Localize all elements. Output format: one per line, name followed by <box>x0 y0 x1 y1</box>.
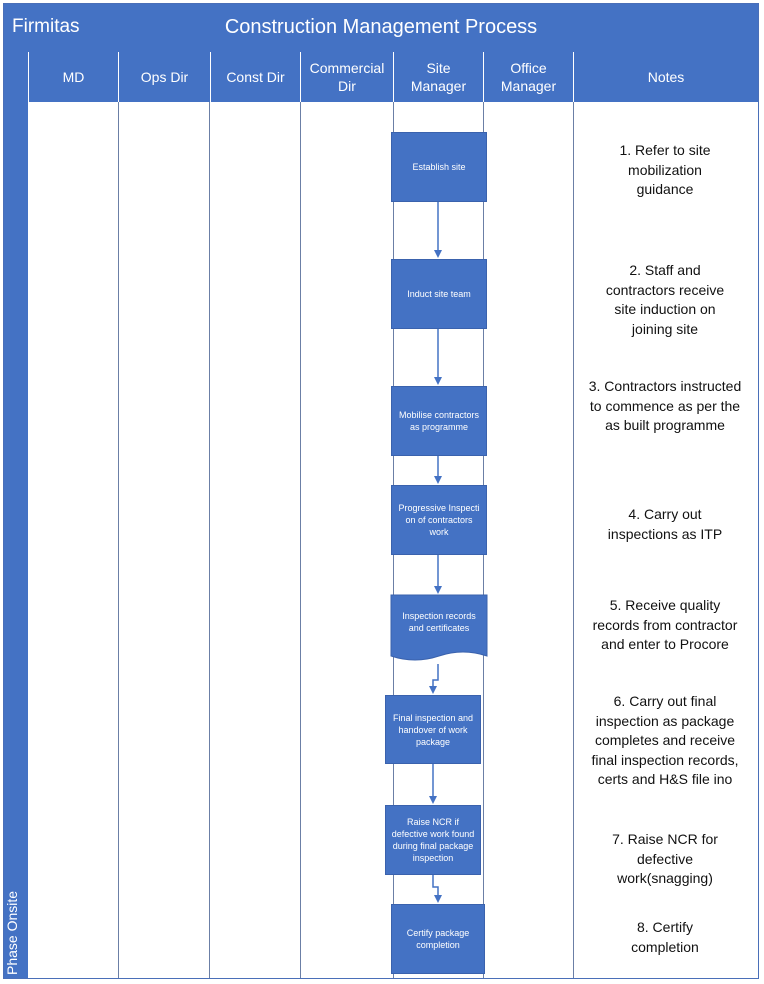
step-raise-ncr: Raise NCR if defective work found during final package inspection <box>385 805 481 875</box>
lane-header-const-dir: Const Dir <box>210 52 300 102</box>
step-establish-site: Establish site <box>391 132 487 202</box>
note-5: 5. Receive quality records from contractor and enter to Procore <box>592 597 738 652</box>
step-final-inspection: Final inspection and handover of work package <box>385 695 481 764</box>
note-1: 1. Refer to site mobilization guidance <box>619 142 711 197</box>
flow-arrow <box>433 875 438 901</box>
step-inspection-records: Inspection records and certificates <box>402 611 476 633</box>
note-6: 6. Carry out final inspection as package completes and receive final inspection records, certs and H&S file ino <box>591 693 739 787</box>
step-certify-completion: Certify package completion <box>391 904 485 974</box>
note-8: 8. Certify completion <box>631 919 699 955</box>
note-7: 7. Raise NCR for defective work(snagging) <box>612 831 718 886</box>
note-4: 4. Carry out inspections as ITP <box>607 506 723 542</box>
process-title: Construction Management Process <box>224 16 538 38</box>
lane-header-commercial-dir: Commercial Dir <box>300 52 393 102</box>
lane-header-office-manager: Office Manager <box>483 52 573 102</box>
lane-header-site-manager: Site Manager <box>393 52 483 102</box>
lane-header-md: MD <box>28 52 118 102</box>
flow-arrow <box>433 664 438 692</box>
note-3: 3. Contractors instructed to commence as per the as built programme <box>588 378 742 433</box>
step-induct-site-team: Induct site team <box>391 259 487 329</box>
step-progressive-inspection: Progressive Inspecti on of contractors work <box>391 485 487 555</box>
step-mobilise-contractors: Mobilise contractors as programme <box>391 386 487 456</box>
note-2: 2. Staff and contractors receive site induction on joining site <box>605 262 725 337</box>
lane-header-ops-dir: Ops Dir <box>118 52 210 102</box>
brand-name: Firmitas <box>12 16 80 37</box>
lane-header-notes: Notes <box>573 52 758 102</box>
phase-label: Phase Onsite <box>4 890 20 975</box>
